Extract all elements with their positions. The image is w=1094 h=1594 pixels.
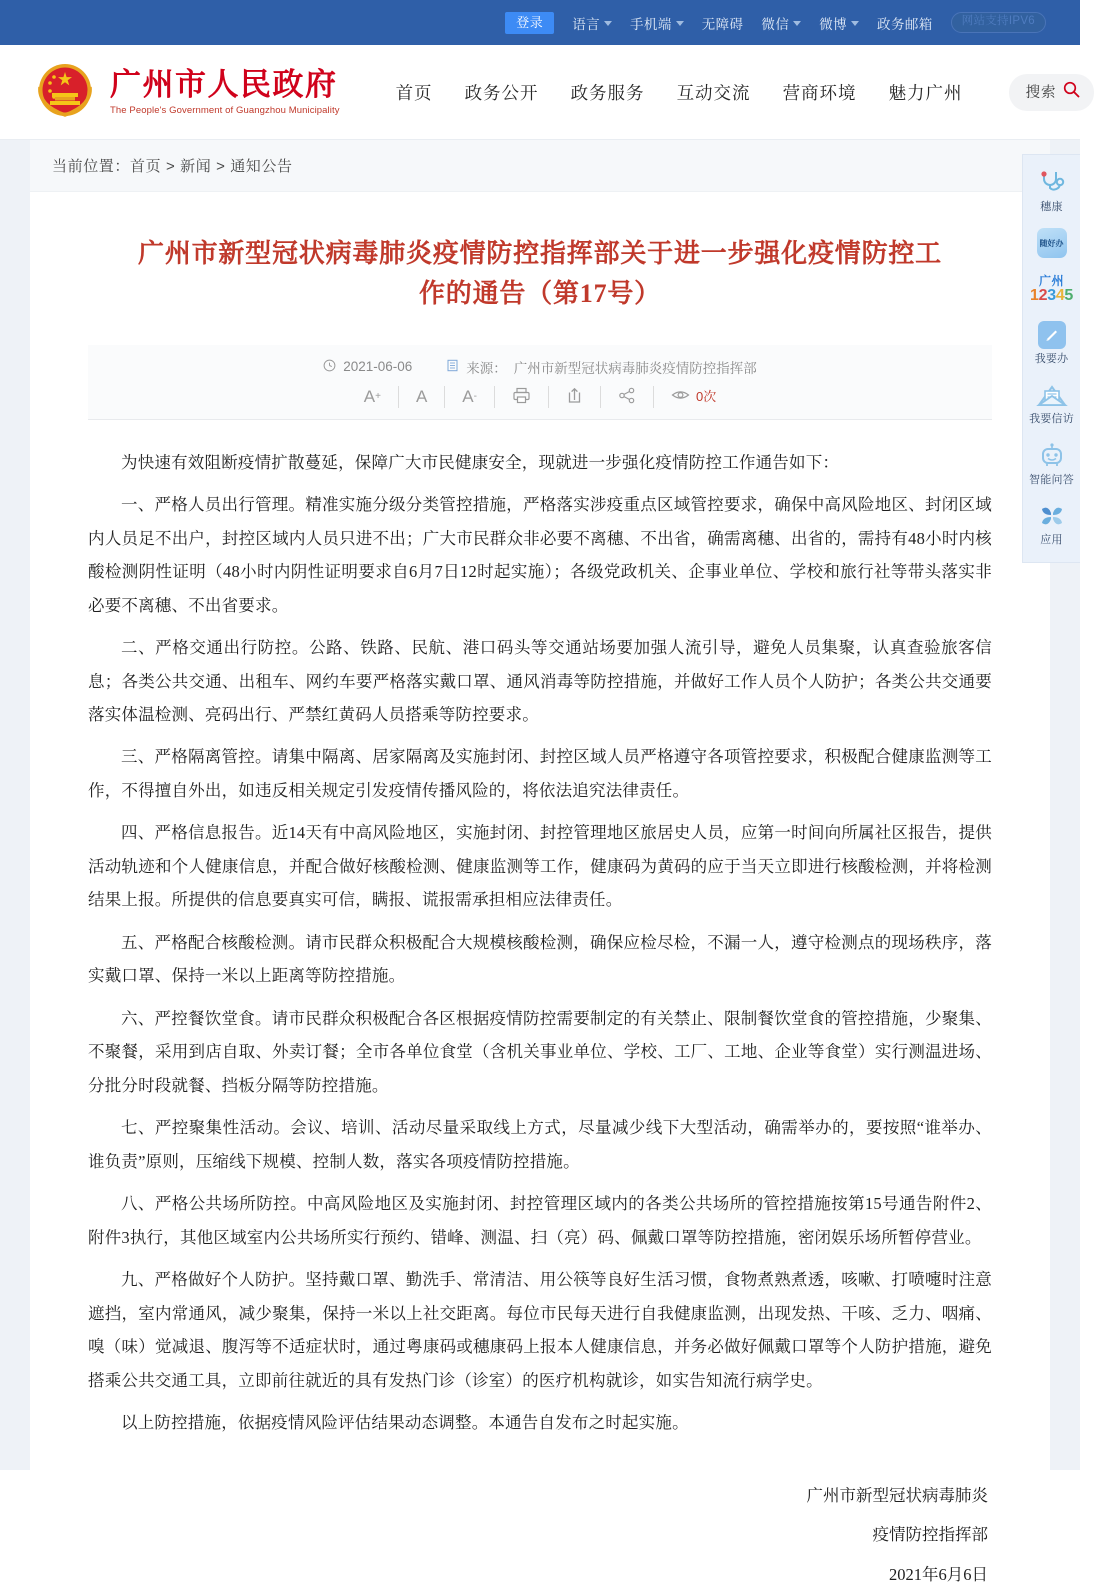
top-link-label: 无障碍 [701, 16, 744, 32]
rail-item-wo-yao-xinfang[interactable] [1023, 373, 1080, 433]
nav-item-interaction[interactable]: 互动交流 [676, 82, 751, 103]
ipv6-support-badge: 网站支持IPV6 [951, 12, 1046, 33]
brand-title-cn: 广州市人民政府 [110, 67, 338, 103]
breadcrumb-text[interactable]: 当前位置：首页 > 新闻 > 通知公告 [52, 158, 293, 175]
nav-item-gov-open[interactable]: 政务公开 [464, 82, 539, 103]
search-button[interactable] [1009, 74, 1094, 111]
top-link-wechat[interactable] [761, 13, 801, 33]
paragraph-item-3: 三、严格隔离管控。请集中隔离、居家隔离及实施封闭、封控区域人员严格遵守各项管控要求，积极配合健康监测等工作，不得擅自外出，如违反相关规定引发疫情传播风险的，将依法追究法律责任。 [88, 747, 992, 800]
top-link-mobile[interactable] [630, 13, 684, 33]
paragraph-item-9: 九、严格做好个人防护。坚持戴口罩、勤洗手、常清洁、用公筷等良好生活习惯，食物煮熟煮透，咳嗽、打喷嚏时注意遮挡，室内常通风，减少聚集，保持一米以上社交距离。每位市民每天进行自我健康监测，出现发热、干咳、乏力、咽痛、嗅（味）觉减退、腹泻等不适症状时，通过粤康码或穗康码上报本人健康信息，并务必做好佩戴口罩等个人防护措施，避免搭乘公共交通工具，立即前往就近的具有发热门诊（诊室）的医疗机构就诊，如实告知流行病学史。 [88, 1270, 992, 1390]
source-label: 来源： [466, 360, 507, 376]
nav-item-home[interactable]: 首页 [395, 82, 433, 103]
signature-org-line1: 广州市新型冠状病毒肺炎 [806, 1485, 988, 1505]
clock-icon [323, 359, 336, 375]
article-meta-line [88, 357, 992, 377]
print-button[interactable] [494, 386, 548, 408]
rail-item-suihaoban[interactable] [1023, 221, 1080, 266]
paragraph-item-4: 四、严格信息报告。近14天有中高风险地区，实施封闭、封控管理地区旅居史人员，应第一时间向所属社区报告，提供活动轨迹和个人健康信息，并配合做好核酸检测、健康监测等工作，健康码为黄码的应于当天立即进行核酸检测，并将检测结果上报。所提供的信息要真实可信，瞒报、谎报需承担相应法律责任。 [88, 823, 992, 910]
chevron-down-icon [793, 21, 801, 26]
top-utility-links [505, 12, 1046, 34]
share-button[interactable] [600, 386, 653, 408]
nav-item-charming-gz[interactable]: 魅力广州 [888, 82, 963, 103]
top-link-gov-mail[interactable] [877, 13, 933, 33]
pencil-icon [1035, 319, 1069, 351]
font-increase-sup: + [375, 390, 381, 402]
article-source [446, 357, 757, 377]
content-card [30, 140, 1050, 1594]
export-icon [566, 387, 583, 407]
top-link-label: 微信 [761, 16, 790, 32]
brand-title-en: The People's Government of Guangzhou Municipality [110, 104, 340, 116]
eye-icon [671, 388, 690, 405]
search-icon [1063, 81, 1080, 103]
publish-date [323, 359, 412, 375]
top-link-language[interactable] [572, 13, 612, 33]
font-normal-icon: A [415, 387, 428, 407]
paragraph-closing: 以上防控措施，依据疫情风险评估结果动态调整。本通告自发布之时起实施。 [121, 1413, 689, 1433]
breadcrumb [30, 140, 1050, 192]
rail-item-wo-yao-ban[interactable] [1023, 313, 1080, 373]
rail-label: 我要办 [1034, 353, 1069, 366]
share-icon [618, 387, 636, 407]
publish-date-text: 2021-06-06 [343, 359, 413, 375]
rail-label: 穗康 [1040, 201, 1063, 213]
gz-12345-icon [1029, 272, 1074, 306]
rail-item-suikang[interactable] [1023, 161, 1080, 221]
font-increase-icon: A [363, 387, 376, 407]
national-emblem-icon [30, 57, 100, 127]
document-icon [446, 359, 459, 375]
rail-item-apps[interactable] [1023, 494, 1080, 554]
site-brand [110, 68, 340, 115]
chevron-down-icon [604, 21, 612, 26]
top-link-label: 政务邮箱 [877, 16, 933, 32]
font-decrease-sup: - [473, 390, 477, 402]
rail-item-12345[interactable] [1023, 266, 1080, 313]
envelope-icon [1035, 379, 1069, 411]
main-navigation [396, 80, 963, 105]
paragraph-item-7: 七、严控聚集性活动。会议、培训、活动尽量采取线上方式，尽量减少线下大型活动，确需举办的，要按照“谁举办、谁负责”原则，压缩线下规模、控制人数，落实各项疫情防控措施。 [88, 1118, 992, 1171]
font-increase-button[interactable] [347, 386, 398, 408]
paragraph-item-6: 六、严控餐饮堂食。请市民群众积极配合各区根据疫情防控需要制定的有关禁止、限制餐饮堂食的管控措施，少聚集、不聚餐，采用到店自取、外卖订餐；全市各单位食堂（含机关事业单位、学校、工厂、工地、企业等食堂）实行测温进场、分批分时段就餐、挡板分隔等防控措施。 [88, 1008, 992, 1095]
chevron-down-icon [676, 21, 684, 26]
view-count-text: 0次 [695, 389, 717, 405]
gz-12345-number: 12345 [1029, 286, 1074, 304]
chevron-down-icon [851, 21, 859, 26]
top-utility-bar [0, 0, 1080, 45]
printer-icon [512, 387, 531, 407]
page-title: 广州市新型冠状病毒肺炎疫情防控指挥部关于进一步强化疫情防控工作的通告（第17号） [137, 239, 942, 309]
signature-org-line2: 疫情防控指挥部 [872, 1525, 988, 1545]
top-link-label: 微博 [819, 16, 848, 32]
page-body [0, 140, 1080, 1584]
font-normal-button[interactable] [398, 386, 444, 408]
rail-item-smart-qa[interactable] [1023, 434, 1080, 494]
app-tile: 随好办 [1037, 228, 1067, 258]
article-body [88, 420, 992, 1594]
paragraph-item-8: 八、严格公共场所防控。中高风险地区及实施封闭、封控管理区域内的各类公共场所的管控措施按第15号通告附件2、附件3执行，其他区域室内公共场所实行预约、错峰、测温、扫（亮）码、佩戴口罩等防控措施，密闭娱乐场所暂停营业。 [88, 1194, 992, 1247]
robot-icon [1035, 440, 1069, 472]
top-link-label: 手机端 [630, 16, 672, 32]
search-label: 搜索 [1025, 85, 1057, 101]
rail-label: 我要信访 [1029, 413, 1074, 426]
top-link-accessibility[interactable] [702, 13, 744, 33]
site-header [0, 45, 1080, 140]
paragraph-item-1: 一、严格人员出行管理。精准实施分级分类管控措施，严格落实涉疫重点区域管控要求，确保中高风险地区、封闭区域内人员足不出户，封控区域内人员只进不出；广大市民群众非必要不离穗、不出省，确需离穗、出省的，需持有48小时内核酸检测阴性证明（48小时内阴性证明要求自6月7日12时起实施）；各级党政机关、企事业单位、学校和旅行社等带头落实非必要不离穗、不出省要求。 [88, 495, 992, 615]
pencil-tile [1038, 321, 1066, 349]
article [30, 192, 1050, 1594]
signature-date: 2021年6月6日 [889, 1564, 988, 1584]
font-decrease-button[interactable] [444, 386, 494, 408]
suihaoban-app-icon [1035, 227, 1069, 259]
article-meta [88, 345, 992, 420]
top-link-weibo[interactable] [819, 13, 859, 33]
quick-access-rail [1022, 154, 1080, 563]
paragraph-intro: 为快速有效阻断疫情扩散蔓延，保障广大市民健康安全，现就进一步强化疫情防控工作通告如下： [121, 452, 840, 472]
article-signature [88, 1476, 992, 1594]
paragraph-item-5: 五、严格配合核酸检测。请市民群众积极配合大规模核酸检测，确保应检尽检，不漏一人，遵守检测点的现场秩序，落实戴口罩、保持一米以上距离等防控措施。 [88, 932, 992, 986]
font-decrease-icon: A [462, 387, 474, 407]
top-link-label: 语言 [572, 16, 601, 32]
export-button[interactable] [548, 386, 600, 408]
nav-item-gov-service[interactable]: 政务服务 [570, 82, 645, 103]
paragraph-item-2: 二、严格交通出行防控。公路、铁路、民航、港口码头等交通站场要加强人流引导，避免人员集聚，认真查验旅客信息；各类公共交通、出租车、网约车要严格落实戴口罩、通风消毒等防控措施，并做好工作人员个人防护；各类公共交通要落实体温检测、亮码出行、严禁红黄码人员搭乘等防控要求。 [88, 638, 992, 724]
article-toolbar [88, 386, 992, 408]
nav-item-business-env[interactable]: 营商环境 [782, 82, 857, 103]
view-count [653, 386, 733, 408]
stethoscope-icon [1035, 167, 1069, 199]
login-button[interactable]: 登录 [505, 12, 554, 34]
four-leaf-icon [1035, 500, 1069, 532]
gz-12345-city: 广州 [1038, 273, 1064, 288]
source-text: 广州市新型冠状病毒肺炎疫情防控指挥部 [513, 360, 757, 376]
rail-label: 应用 [1040, 533, 1063, 546]
rail-label: 智能问答 [1029, 473, 1074, 486]
